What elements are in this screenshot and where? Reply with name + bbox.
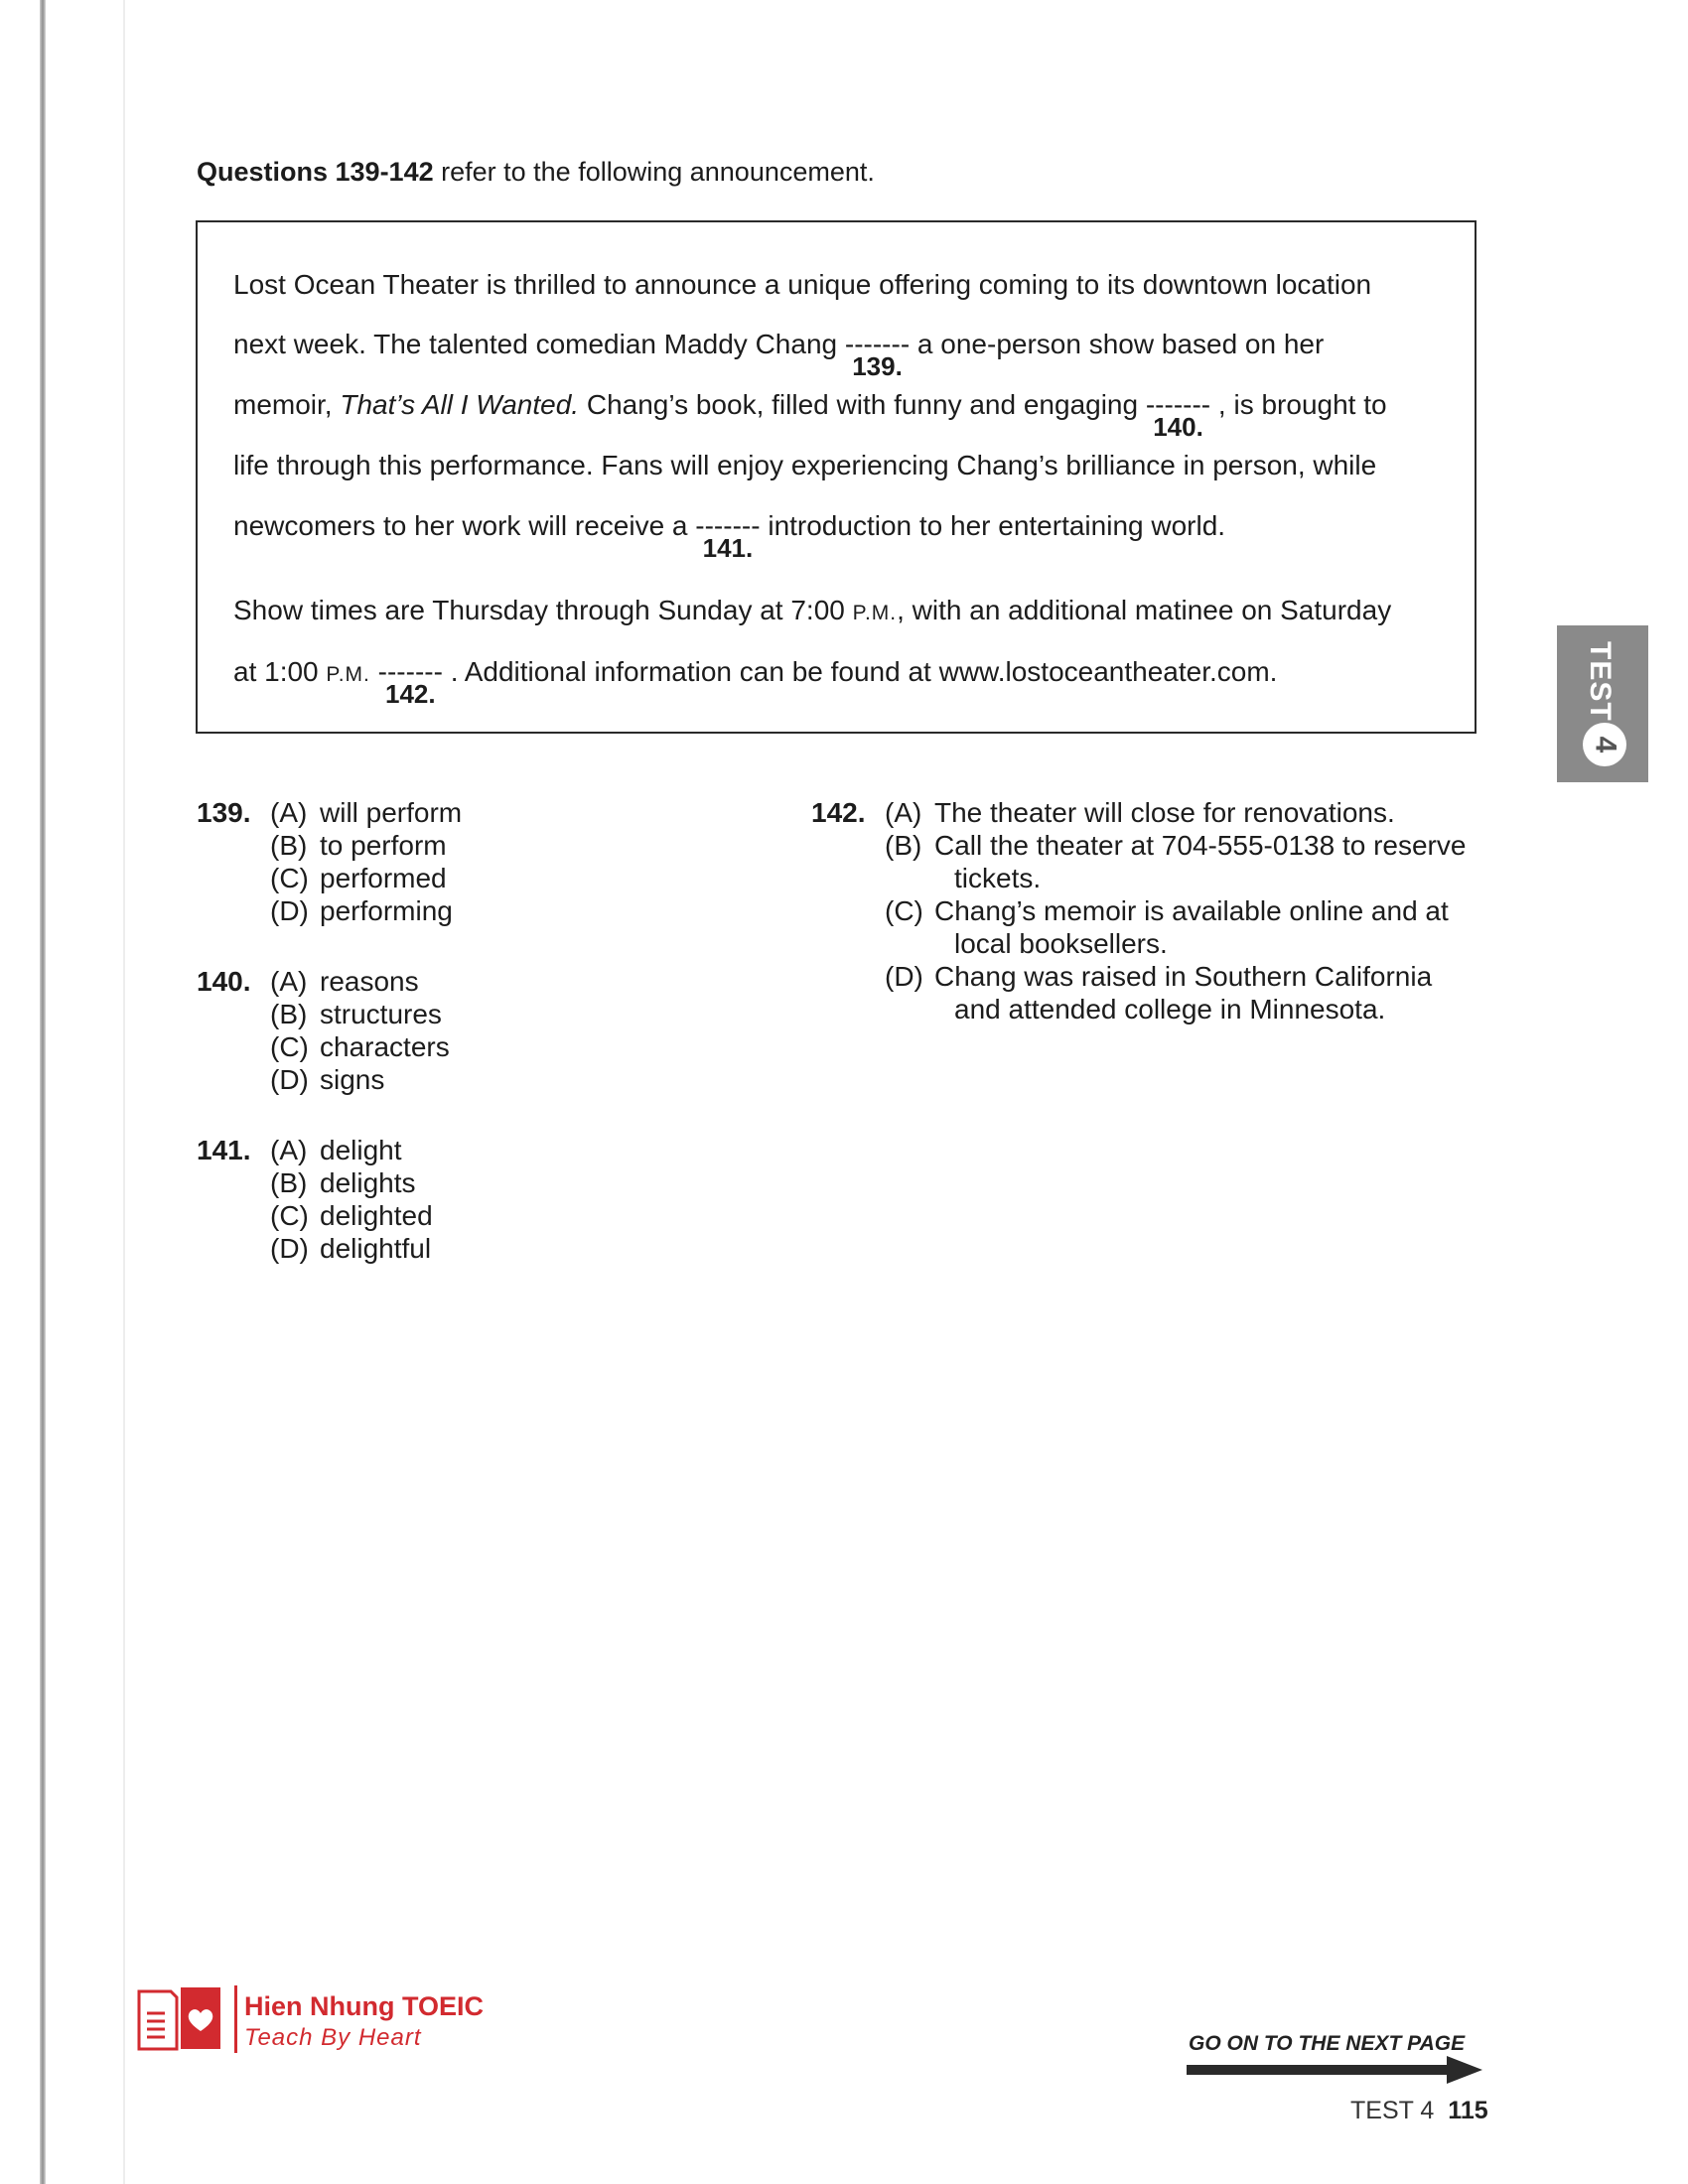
option-b[interactable]: (B) Call the theater at 704-555-0138 to reserve [885, 830, 1467, 861]
question-number: 142. [811, 797, 866, 828]
option-b[interactable]: (B) structures [270, 999, 442, 1029]
tab-label: TEST [1584, 641, 1617, 722]
footer-test-label: TEST 4 [1350, 2097, 1435, 2124]
blank-number: 141. [702, 533, 754, 563]
announcement-passage [196, 220, 1477, 734]
option-c[interactable]: (C) performed [270, 863, 447, 893]
option-d[interactable]: (D) Chang was raised in Southern California [885, 961, 1433, 992]
questions-heading [197, 157, 875, 188]
blank-141[interactable]: ------- 141. [695, 510, 761, 563]
question-number: 140. [197, 966, 251, 997]
option-d[interactable]: (D) signs [270, 1064, 385, 1095]
brand-tagline: Teach By Heart [244, 2024, 422, 2051]
blank-number: 139. [852, 351, 903, 381]
passage-line-5: newcomers to her work will receive a ------- 141. introduction to her entertaining world. [233, 510, 1226, 563]
option-a[interactable]: (A) delight [270, 1135, 402, 1165]
option-d[interactable]: (D) performing [270, 895, 453, 926]
option-a[interactable]: (A) reasons [270, 966, 419, 997]
option-a[interactable]: (A) will perform [270, 797, 463, 828]
option-c-continued: local booksellers. [954, 928, 1168, 959]
passage-line-2: next week. The talented comedian Maddy Chang ------- 139. a one-person show based on her [233, 329, 1325, 381]
option-c[interactable]: (C) characters [270, 1031, 450, 1062]
blank-139[interactable]: ------- 139. [844, 329, 911, 381]
passage-line-1: Lost Ocean Theater is thrilled to announce a unique offering coming to its downtown location [233, 269, 1372, 300]
page-binding-shadow [123, 0, 125, 2184]
arrow-right-icon [1187, 2055, 1482, 2085]
passage-line-3: memoir, That’s All I Wanted. Chang’s book, filled with funny and engaging ------- 140. , is brought to [233, 389, 1387, 442]
memoir-title: That’s All I Wanted. [340, 389, 580, 420]
blank-number: 142. [384, 679, 436, 709]
option-b-continued: tickets. [954, 863, 1042, 893]
question-number: 139. [197, 797, 251, 828]
blank-140[interactable]: ------- 140. [1145, 389, 1211, 442]
questions-instruction: refer to the following announcement. [433, 157, 875, 187]
option-b[interactable]: (B) delights [270, 1167, 416, 1198]
page-footer [1350, 2097, 1488, 2125]
page-number: 115 [1448, 2097, 1488, 2124]
blank-number: 140. [1153, 412, 1203, 442]
option-d[interactable]: (D) delightful [270, 1233, 432, 1264]
logo-divider [234, 1985, 237, 2053]
blank-142[interactable]: ------- 142. [377, 656, 443, 709]
option-d-continued: and attended college in Minnesota. [954, 994, 1386, 1024]
tab-number-badge: 4 [1583, 723, 1626, 766]
test-side-tab [1557, 625, 1648, 782]
book-heart-icon [135, 1983, 224, 2053]
questions-range: Questions 139-142 [197, 157, 434, 187]
question-number: 141. [197, 1135, 251, 1165]
page-binding-edge [40, 0, 46, 2184]
option-c[interactable]: (C) Chang’s memoir is available online and at [885, 895, 1449, 926]
passage-line-6: Show times are Thursday through Sunday at 7:00 P.M., with an additional matinee on Saturday [233, 595, 1392, 625]
option-c[interactable]: (C) delighted [270, 1200, 433, 1231]
option-b[interactable]: (B) to perform [270, 830, 447, 861]
brand-name: Hien Nhung TOEIC [244, 1991, 484, 2021]
next-page-label: GO ON TO THE NEXT PAGE [1189, 2032, 1466, 2055]
passage-line-4: life through this performance. Fans will enjoy experiencing Chang’s brilliance in person, while [233, 450, 1377, 480]
passage-line-7: at 1:00 P.M. ------- 142. . Additional information can be found at www.lostoceantheater.com. [233, 656, 1278, 709]
option-a[interactable]: (A) The theater will close for renovations. [885, 797, 1395, 828]
